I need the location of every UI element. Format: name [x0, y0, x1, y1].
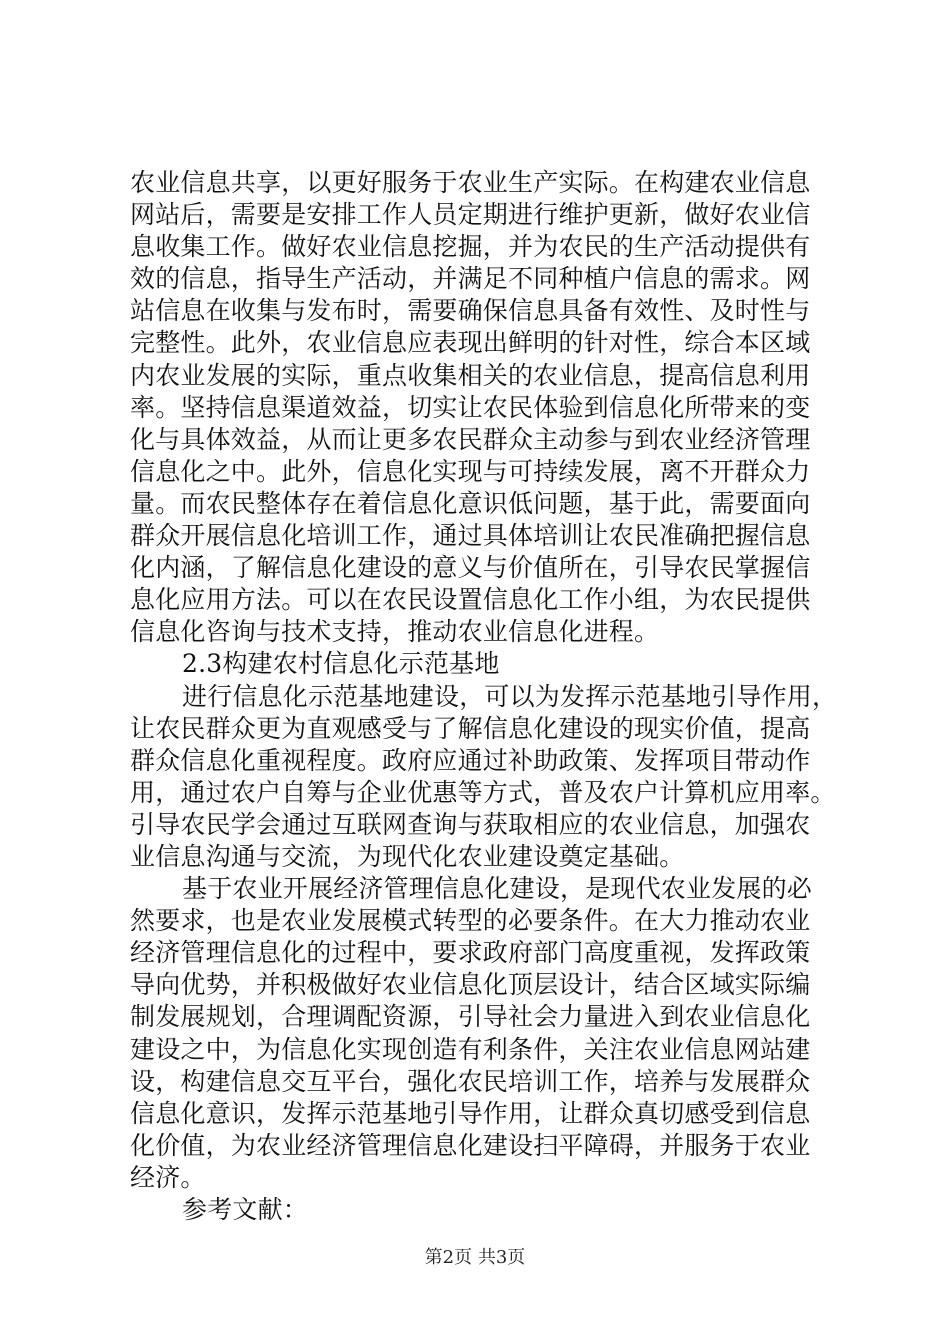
text-line: 网站后，需要是安排工作人员定期进行维护更新，做好农业信 — [130, 200, 811, 230]
text-line: 信息化咨询与技术支持，推动农业信息化进程。 — [130, 617, 660, 647]
text-line: 化价值，为农业经济管理信息化建设扫平障碍，并服务于农业 — [130, 1130, 811, 1160]
document-body — [130, 167, 838, 1226]
text-line: 群众信息化重视程度。政府应通过补助政策、发挥项目带动作 — [130, 745, 811, 775]
page-number-footer: 第2页 共3页 — [424, 1247, 526, 1268]
text-line: 业信息沟通与交流，为现代化农业建设奠定基础。 — [130, 841, 685, 871]
text-line: 信息化意识，发挥示范基地引导作用，让群众真切感受到信息 — [130, 1098, 811, 1128]
text-line: 农业信息共享，以更好服务于农业生产实际。在构建农业信息 — [130, 168, 811, 197]
text-line: 进行信息化示范基地建设，可以为发挥示范基地引导作用， — [182, 681, 838, 711]
section-heading: 2.3构建农村信息化示范基地 — [182, 649, 500, 679]
text-line: 导向优势，并积极做好农业信息化顶层设计，结合区域实际编 — [130, 970, 811, 1000]
text-line: 经济。 — [130, 1162, 206, 1192]
text-line: 化内涵，了解信息化建设的意义与价值所在，引导农民掌握信 — [130, 553, 811, 583]
text-line: 息收集工作。做好农业信息挖掘，并为农民的生产活动提供有 — [130, 232, 811, 262]
text-line: 设，构建信息交互平台，强化农民培训工作，培养与发展群众 — [130, 1066, 811, 1096]
text-line: 化与具体效益，从而让更多农民群众主动参与到农业经济管理 — [130, 424, 811, 454]
text-line: 完整性。此外，农业信息应表现出鲜明的针对性，综合本区域 — [130, 328, 811, 358]
text-line: 建设之中，为信息化实现创造有利条件，关注农业信息网站建 — [130, 1034, 811, 1064]
text-line: 用，通过农户自筹与企业优惠等方式，普及农户计算机应用率。 — [130, 777, 836, 807]
text-line: 内农业发展的实际，重点收集相关的农业信息，提高信息利用 — [130, 360, 811, 390]
text-line: 息化应用方法。可以在农民设置信息化工作小组，为农民提供 — [130, 585, 811, 615]
text-line: 量。而农民整体存在着信息化意识低问题，基于此，需要面向 — [130, 488, 811, 518]
text-line: 制发展规划，合理调配资源，引导社会力量进入到农业信息化 — [130, 1002, 811, 1032]
text-line: 率。坚持信息渠道效益，切实让农民体验到信息化所带来的变 — [130, 392, 811, 422]
text-line: 引导农民学会通过互联网查询与获取相应的农业信息，加强农 — [130, 809, 811, 839]
text-line: 然要求，也是农业发展模式转型的必要条件。在大力推动农业 — [130, 906, 811, 936]
text-line: 站信息在收集与发布时，需要确保信息具备有效性、及时性与 — [130, 296, 811, 326]
text-line: 基于农业开展经济管理信息化建设，是现代农业发展的必 — [182, 874, 813, 904]
references-heading: 参考文献： — [182, 1195, 309, 1224]
text-line: 效的信息，指导生产活动，并满足不同种植户信息的需求。网 — [130, 264, 811, 294]
text-line: 信息化之中。此外，信息化实现与可持续发展，离不开群众力 — [130, 456, 811, 486]
text-line: 让农民群众更为直观感受与了解信息化建设的现实价值，提高 — [130, 713, 811, 743]
text-line: 群众开展信息化培训工作，通过具体培训让农民准确把握信息 — [130, 521, 811, 551]
text-line: 经济管理信息化的过程中，要求政府部门高度重视，发挥政策 — [130, 938, 811, 968]
